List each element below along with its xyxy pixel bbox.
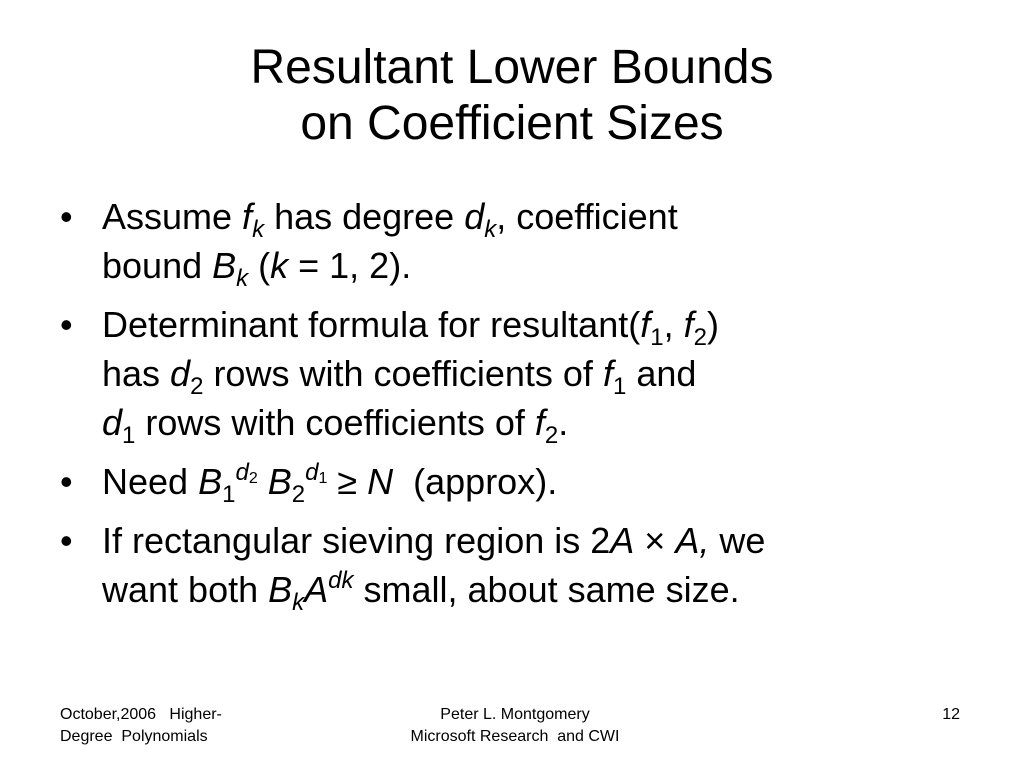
bullet-item — [60, 516, 980, 614]
math-var: B — [267, 461, 292, 502]
title-line-1: Resultant Lower Bounds — [250, 41, 774, 94]
math-var: d — [464, 196, 485, 237]
footer-left-line-2: Degree Polynomials — [60, 728, 208, 745]
math-sup: dk — [328, 567, 354, 594]
math-var: d — [170, 353, 191, 394]
math-var: A — [304, 569, 329, 610]
math-var: N — [367, 461, 394, 502]
text: , — [663, 304, 684, 345]
text: Need — [102, 461, 199, 502]
text: × — [634, 520, 676, 561]
math-sub: k — [484, 216, 497, 243]
bullet-line — [102, 516, 980, 565]
bullet-line — [102, 192, 980, 241]
page-number: 12 — [942, 706, 960, 723]
math-var: f — [640, 304, 651, 345]
math-sub: 1 — [650, 324, 664, 351]
math-sub: 1 — [612, 373, 627, 400]
math-var: A — [610, 520, 635, 561]
title-line-2: on Coefficient Sizes — [300, 97, 724, 150]
footer-center-line-2: Microsoft Research and CWI — [410, 728, 620, 745]
math-sub: 2 — [190, 373, 204, 400]
text — [258, 461, 268, 502]
math-sup-sub: 1 — [318, 470, 328, 487]
bullet-dot: • — [60, 461, 73, 502]
slide-title — [0, 40, 1024, 152]
text: small, about same size. — [353, 569, 740, 610]
text: Determinant formula for resultant( — [102, 304, 641, 345]
math-sub: 2 — [544, 422, 559, 449]
math-sub: k — [292, 589, 305, 616]
footer-author — [370, 704, 660, 748]
bullet-dot: • — [60, 520, 73, 561]
math-sup-sub: 2 — [248, 470, 258, 487]
math-sup: d — [235, 459, 249, 486]
bullet-item — [60, 192, 980, 290]
text: ( — [248, 245, 271, 286]
text: has degree — [264, 196, 465, 237]
math-sub: 2 — [693, 324, 707, 351]
text: bound — [102, 245, 213, 286]
bullet-item — [60, 300, 980, 447]
bullet-list — [60, 192, 980, 624]
text: (approx). — [393, 461, 558, 502]
footer-date-topic — [60, 704, 290, 748]
math-var: f — [602, 353, 613, 394]
bullet-dot: • — [60, 196, 73, 237]
text: . — [558, 402, 569, 443]
math-var: B — [198, 461, 223, 502]
math-var: B — [212, 245, 237, 286]
text: want both — [102, 569, 269, 610]
math-var: f — [683, 304, 694, 345]
math-sup: d — [305, 459, 319, 486]
math-var: f — [242, 196, 253, 237]
math-sub: 2 — [291, 481, 306, 508]
text: we — [709, 520, 766, 561]
bullet-line — [102, 457, 980, 506]
footer-center-line-1: Peter L. Montgomery — [440, 706, 590, 723]
math-sub: k — [236, 265, 249, 292]
text: rows with coefficients of — [203, 353, 603, 394]
footer-left-line-1: October,2006 Higher- — [60, 706, 222, 723]
bullet-item — [60, 457, 980, 506]
bullet-line — [102, 565, 980, 614]
bullet-line — [102, 349, 980, 398]
math-sub: 1 — [122, 422, 136, 449]
text: = 1, 2). — [288, 245, 412, 286]
text: rows with coefficients of — [135, 402, 535, 443]
math-sub: 1 — [222, 481, 236, 508]
math-var: A, — [675, 520, 710, 561]
text: Assume — [102, 196, 243, 237]
text: If rectangular sieving region is 2 — [102, 520, 611, 561]
math-var: k — [270, 245, 289, 286]
bullet-line — [102, 398, 980, 447]
text: and — [626, 353, 697, 394]
text: ≥ — [327, 461, 368, 502]
math-var: d — [102, 402, 123, 443]
math-var: f — [534, 402, 545, 443]
text: , coefficient — [496, 196, 678, 237]
text: has — [102, 353, 171, 394]
bullet-line — [102, 300, 980, 349]
math-var: B — [268, 569, 293, 610]
math-sub: k — [252, 216, 265, 243]
bullet-line — [102, 241, 980, 290]
bullet-dot: • — [60, 304, 73, 345]
text: ) — [706, 304, 719, 345]
